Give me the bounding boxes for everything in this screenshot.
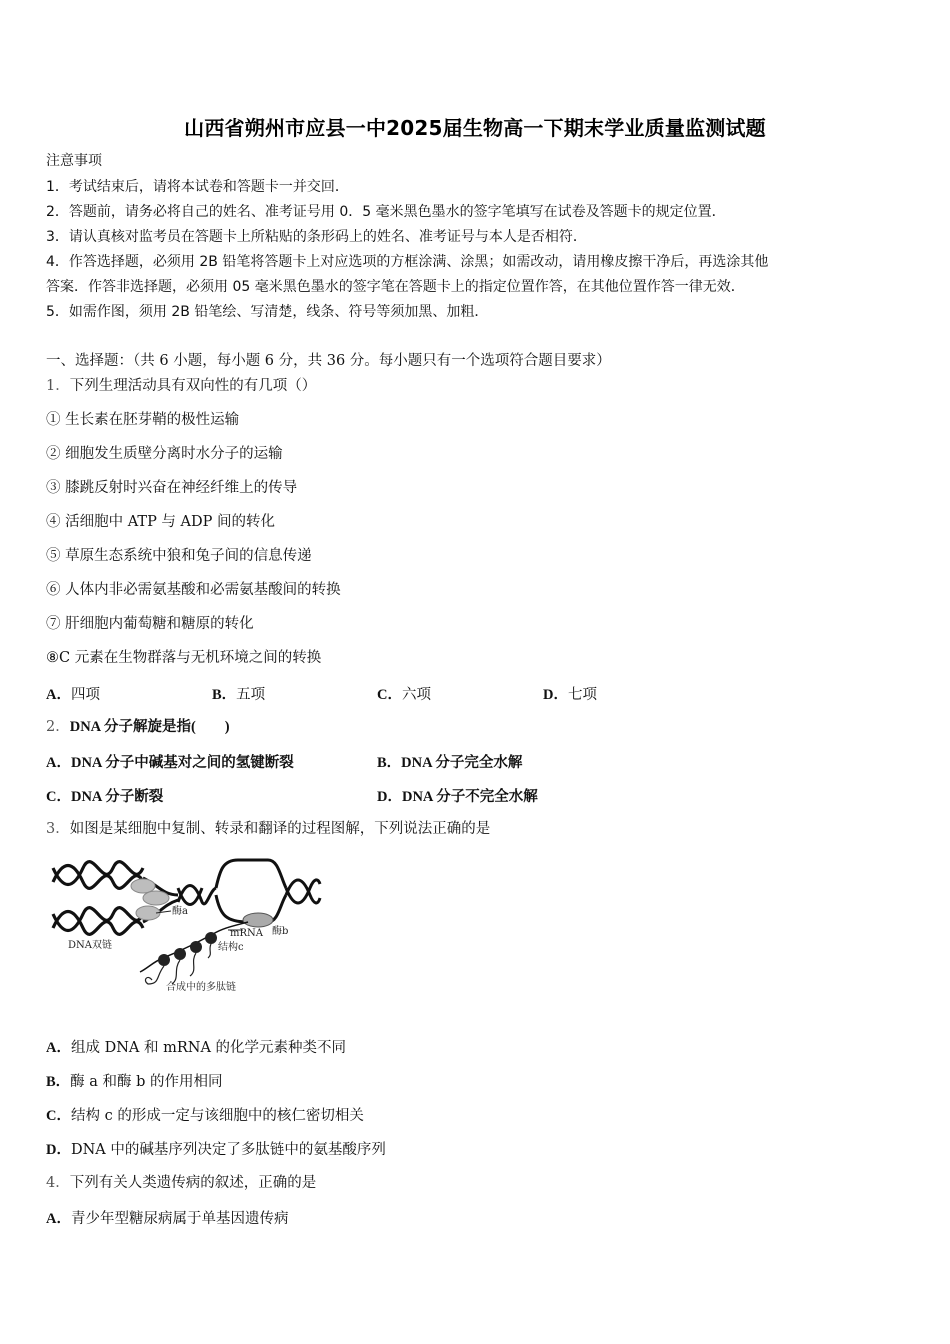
option-d: D．DNA 中的碱基序列决定了多肽链中的氨基酸序列	[46, 1142, 386, 1158]
option-a: A．DNA 分子中碱基对之间的氢键断裂	[46, 755, 294, 771]
option-b: B．五项	[212, 687, 266, 703]
label-enzyme-b: 酶b	[272, 926, 289, 937]
dna-helix-lower	[53, 908, 143, 935]
notice-item: 3．请认真核对监考员在答题卡上所粘贴的条形码上的姓名、准考证号与本人是否相符．	[46, 229, 587, 245]
option-a: A．青少年型糖尿病属于单基因遗传病	[46, 1211, 289, 1227]
notice-item: 答案．作答非选择题，必须用 05 毫米黑色墨水的签字笔在答题卡上的指定位置作答，在其他位置作答一律无效．	[46, 279, 745, 295]
statement: ② 细胞发生质壁分离时水分子的运输	[46, 446, 283, 462]
option-c: C．DNA 分子断裂	[46, 789, 164, 805]
question-number: 1．	[46, 378, 70, 394]
option-c: C．结构 c 的形成一定与该细胞中的核仁密切相关	[46, 1108, 364, 1124]
question-stem: 下列生理活动具有双向性的有几项（）	[69, 378, 317, 394]
dna-helix-right	[286, 880, 320, 903]
question-3	[46, 819, 490, 839]
question-stem: DNA 分子解旋是指( )	[69, 719, 230, 735]
ribosomes	[158, 932, 217, 966]
question-number: 3．	[46, 821, 70, 837]
notice-item: 1．考试结束后，请将本试卷和答题卡一并交回．	[46, 179, 349, 195]
question-stem: 如图是某细胞中复制、转录和翻译的过程图解，下列说法正确的是	[69, 821, 491, 837]
option-b: B．酶 a 和酶 b 的作用相同	[46, 1074, 223, 1090]
transcription-bubble	[216, 860, 286, 922]
option-d: D．DNA 分子不完全水解	[377, 789, 538, 805]
option-a: A．四项	[46, 687, 100, 703]
label-dna: DNA双链	[68, 940, 112, 951]
enzyme-a-shapes	[131, 879, 169, 920]
dna-helix-upper	[53, 862, 143, 889]
statement: ⑧C 元素在生物群落与无机环境之间的转换	[46, 650, 322, 666]
question-number: 2．	[46, 719, 70, 735]
question-1	[46, 376, 316, 396]
notice-item: 2．答题前，请务必将自己的姓名、准考证号用 0．5 毫米黑色墨水的签字笔填写在试卷及答题卡的规定位置．	[46, 204, 726, 220]
question-number: 4．	[46, 1175, 70, 1191]
statement: ⑥ 人体内非必需氨基酸和必需氨基酸间的转换	[46, 582, 341, 598]
statement: ④ 活细胞中 ATP 与 ADP 间的转化	[46, 514, 276, 530]
enzyme-b-shape	[243, 913, 273, 927]
notice-heading: 注意事项	[46, 153, 102, 169]
option-a: A．组成 DNA 和 mRNA 的化学元素种类不同	[46, 1040, 347, 1056]
option-b: B．DNA 分子完全水解	[377, 755, 523, 771]
question-2	[46, 717, 230, 737]
option-d: D．七项	[543, 687, 597, 703]
page-title: 山西省朔州市应县一中2025届生物高一下期末学业质量监测试题	[184, 116, 766, 140]
section-heading: 一、选择题：（共 6 小题，每小题 6 分，共 36 分。每小题只有一个选项符合题目要求）	[46, 353, 611, 369]
statement: ⑦ 肝细胞内葡萄糖和糖原的转化	[46, 616, 254, 632]
label-mrna: mRNA	[230, 928, 263, 939]
question-stem: 下列有关人类遗传病的叙述，正确的是	[69, 1175, 317, 1191]
label-structure-c: 结构c	[218, 942, 244, 953]
statement: ③ 膝跳反射时兴奋在神经纤维上的传导	[46, 480, 298, 496]
notice-item: 5．如需作图，须用 2B 铅笔绘、写清楚，线条、符号等须加黑、加粗．	[46, 304, 489, 320]
question-4	[46, 1173, 316, 1193]
label-enzyme-a: 酶a	[172, 906, 188, 917]
statement: ① 生长素在胚芽鞘的极性运输	[46, 412, 240, 428]
statement: ⑤ 草原生态系统中狼和兔子间的信息传递	[46, 548, 312, 564]
option-c: C．六项	[377, 687, 431, 703]
dna-replication-transcription-translation-figure	[48, 850, 328, 1000]
label-polypeptide: 合成中的多肽链	[166, 982, 236, 993]
notice-item: 4．作答选择题，必须用 2B 铅笔将答题卡上对应选项的方框涂满、涂黑；如需改动，请用橡皮擦干净后，再选涂其他	[46, 254, 769, 270]
